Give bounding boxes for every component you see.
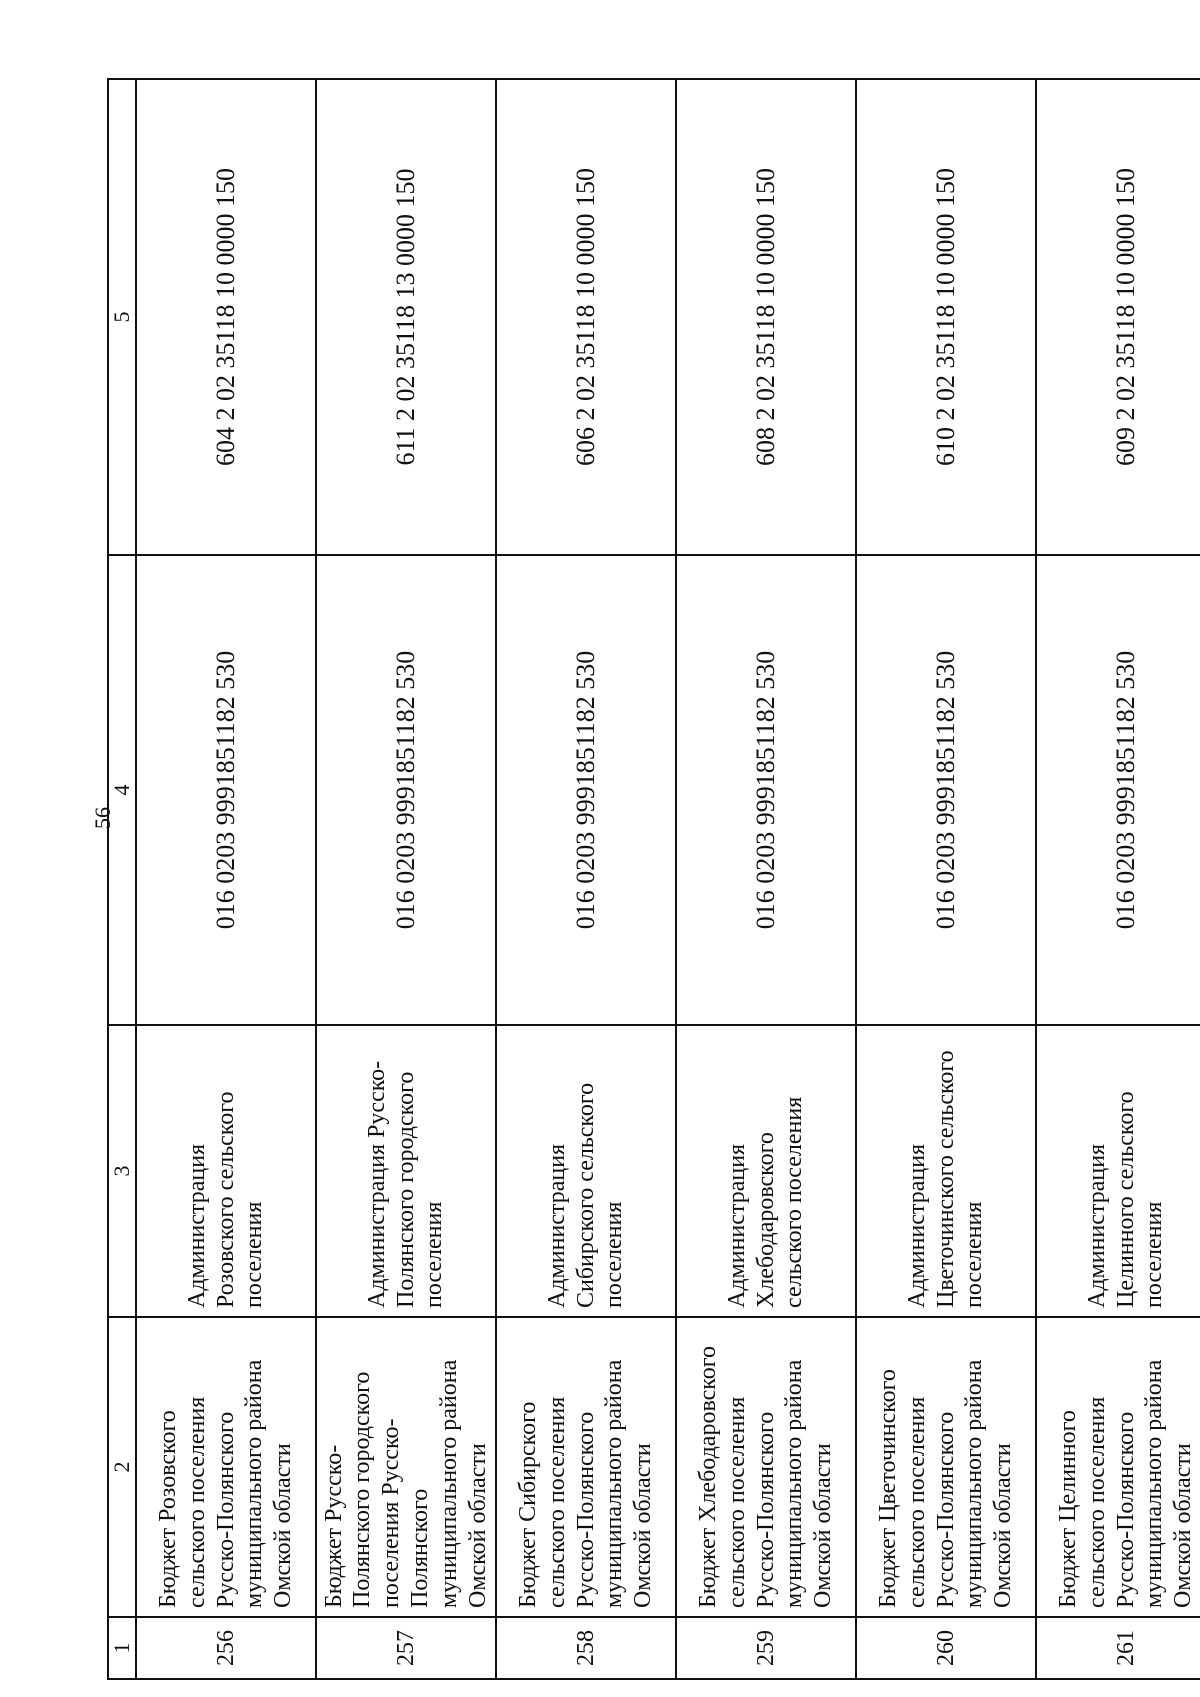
budget-name: Бюджет Целинного сельского поселения Русско-Полянского муниципального района Омской области [1036, 1317, 1200, 1617]
page-number: 56 [90, 807, 115, 829]
revenue-code: 606 2 02 35118 10 0000 150 [496, 79, 676, 555]
table-row [676, 79, 856, 1679]
column-header-4: 4 [108, 555, 136, 1025]
classification-code: 016 0203 9991851182 530 [676, 555, 856, 1025]
column-header-1: 1 [108, 1617, 136, 1679]
administration-name: Администрация Розовского сельского поселения [136, 1025, 316, 1317]
table-row [856, 79, 1036, 1679]
table-row [1036, 79, 1200, 1679]
classification-code: 016 0203 9991851182 530 [136, 555, 316, 1025]
revenue-code: 610 2 02 35118 10 0000 150 [856, 79, 1036, 555]
classification-code: 016 0203 9991851182 530 [856, 555, 1036, 1025]
revenue-code: 604 2 02 35118 10 0000 150 [136, 79, 316, 555]
classification-code: 016 0203 9991851182 530 [316, 555, 496, 1025]
table-row [136, 79, 316, 1679]
budget-name: Бюджет Розовского сельского поселения Русско-Полянского муниципального района Омской области [136, 1317, 316, 1617]
budget-name: Бюджет Цветочинского сельского поселения Русско-Полянского муниципального района Омской области [856, 1317, 1036, 1617]
row-number: 257 [316, 1617, 496, 1679]
table-row [496, 79, 676, 1679]
column-header-2: 2 [108, 1317, 136, 1617]
table-header-row [108, 79, 136, 1679]
revenue-code: 608 2 02 35118 10 0000 150 [676, 79, 856, 555]
classification-code: 016 0203 9991851182 530 [1036, 555, 1200, 1025]
revenue-code: 611 2 02 35118 13 0000 150 [316, 79, 496, 555]
revenue-code: 609 2 02 35118 10 0000 150 [1036, 79, 1200, 555]
administration-name: Администрация Хлебодаровского сельского поселения [676, 1025, 856, 1317]
column-header-5: 5 [108, 79, 136, 555]
column-header-3: 3 [108, 1025, 136, 1317]
administration-name: Администрация Цветочинского сельского поселения [856, 1025, 1036, 1317]
row-number: 261 [1036, 1617, 1200, 1679]
row-number: 260 [856, 1617, 1036, 1679]
table-row [316, 79, 496, 1679]
budget-name: Бюджет Хлебодаровского сельского поселения Русско-Полянского муниципального района Омской области [676, 1317, 856, 1617]
administration-name: Администрация Целинного сельского поселения [1036, 1025, 1200, 1317]
budget-name: Бюджет Сибирского сельского поселения Русско-Полянского муниципального района Омской области [496, 1317, 676, 1617]
administration-name: Администрация Сибирского сельского поселения [496, 1025, 676, 1317]
row-number: 256 [136, 1617, 316, 1679]
table-container [107, 80, 1197, 1680]
classification-code: 016 0203 9991851182 530 [496, 555, 676, 1025]
budget-table [107, 78, 1200, 1680]
administration-name: Администрация Русско-Полянского городского поселения [316, 1025, 496, 1317]
budget-name: Бюджет Русско-Полянского городского поселения Русско-Полянского муниципального района Омской области [316, 1317, 496, 1617]
row-number: 258 [496, 1617, 676, 1679]
row-number: 259 [676, 1617, 856, 1679]
